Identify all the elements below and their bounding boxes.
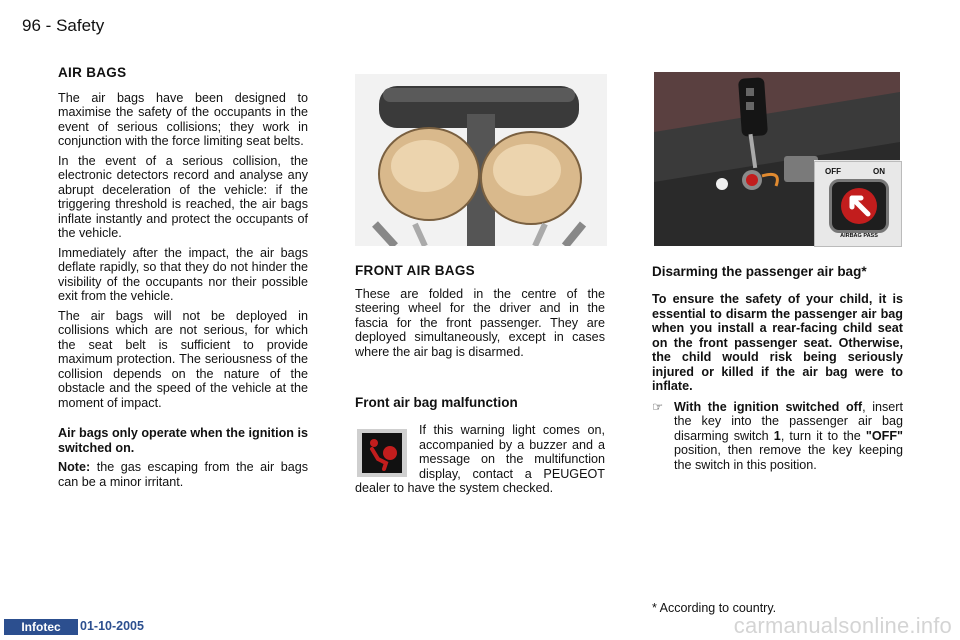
step-a: , insert the key into the passenger air bag disarming switch [674, 399, 903, 443]
step-off: "OFF" [865, 428, 903, 443]
column-disarming [652, 264, 903, 472]
page-number: 96 [22, 16, 41, 35]
paragraph: The air bags will not be deployed in collisions which are not serious, for which the seat belt is sufficient to provide maximum protection. The seriousness of the collision depends on the nature of the obstacle and the speed of the vehicle at the moment of impact. [58, 308, 308, 410]
switch-inset [814, 161, 902, 247]
front-airbags-drawing [355, 74, 607, 246]
arrow-icon [832, 182, 886, 230]
paragraph: The air bags have been designed to maximise the safety of the occupants in the event of serious collisions; they work in conjunction with the force limiting seat belts. [58, 90, 308, 148]
airbag-warning-icon [362, 433, 402, 473]
disarm-step-text [674, 400, 903, 473]
note-text: the gas escaping from the air bags can be a minor irritant. [58, 460, 308, 489]
column-air-bags [58, 66, 308, 494]
switch-off-label: OFF [825, 167, 841, 176]
malfunction-paragraph: If this warning light comes on, accompanied by a buzzer and a message on the multifunction display, contact a PEUGEOT dealer to have the system checked. [355, 423, 605, 495]
switch-on-label: ON [873, 167, 885, 176]
heading-front-air-bags: FRONT AIR BAGS [355, 263, 475, 278]
infotec-logo: Infotec [4, 619, 78, 635]
step-number: 1 [773, 428, 781, 443]
paragraph: Immediately after the impact, the air bags deflate rapidly, so that they do not hinder the visibility of the occupants nor their possible exit from the vehicle. [58, 245, 308, 303]
section-title: Safety [56, 16, 105, 35]
child-seat-warning: To ensure the safety of your child, it is essential to disarm the passenger air bag when you install a rear-facing child seat on the front passenger seat. Otherwise, the child would risk being seriously injured or killed if the air bag were to inflate. [652, 292, 903, 393]
footnote: * According to country. [652, 601, 777, 615]
malfunction-block [355, 423, 605, 496]
watermark-url: carmanualsonline.info [733, 613, 952, 638]
disarm-step [652, 400, 903, 473]
switch-caption: AIRBAG PASS [840, 233, 878, 239]
front-airbags-illustration [355, 74, 607, 246]
paragraph: These are folded in the centre of the steering wheel for the driver and in the fascia for the front passenger. They are deployed simultaneously, except in cases where the air bag is disarmed. [355, 286, 605, 359]
note-label: Note: [58, 460, 91, 474]
heading-malfunction: Front air bag malfunction [355, 395, 518, 410]
step-bold: With the ignition switched off [674, 399, 863, 414]
page-header [22, 16, 104, 36]
column-front-air-bags [355, 264, 605, 496]
step-c: position, then remove the key keeping the switch in this position. [674, 443, 903, 472]
pointing-hand-icon: ☞ [652, 399, 664, 414]
warning-light-frame [357, 429, 407, 477]
header-separator: - [45, 16, 52, 35]
paragraph: In the event of a serious collision, the electronic detectors record and analyse any abrupt deceleration of the vehicle: if the triggering threshold is reached, the air bags inflate instantly and protect the occupants of the vehicle. [58, 153, 308, 240]
footer-date: 01-10-2005 [80, 619, 144, 633]
ignition-note: Air bags only operate when the ignition is switched on. [58, 426, 308, 455]
heading-disarming: Disarming the passenger air bag* [652, 264, 867, 279]
heading-air-bags: AIR BAGS [58, 65, 127, 80]
step-b: , turn it to the [780, 428, 866, 443]
switch-dial [829, 179, 889, 233]
note-paragraph [58, 460, 308, 489]
